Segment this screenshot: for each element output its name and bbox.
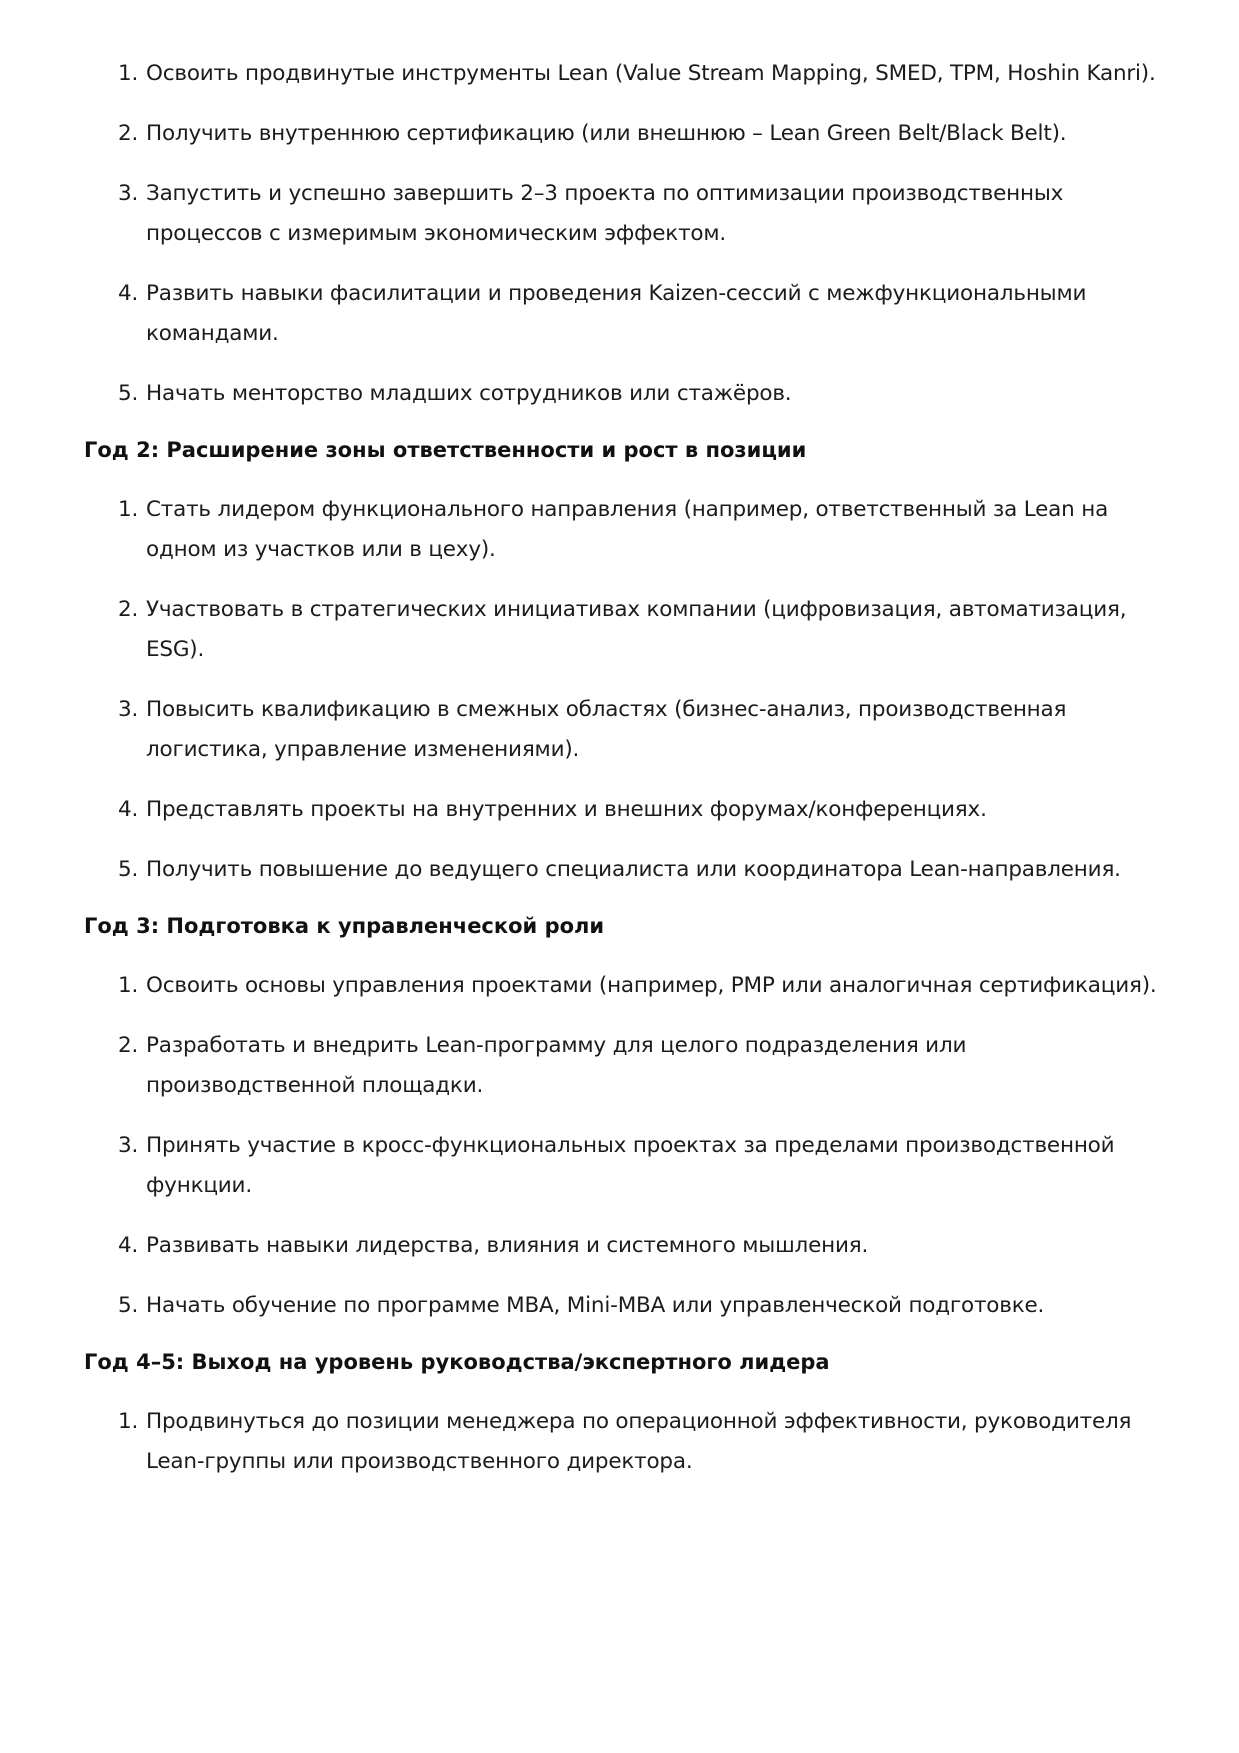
year1-goal-list (0, 54, 1239, 414)
list-item (0, 114, 1239, 154)
list-item-text: Начать менторство младших сотрудников или стажёров. (146, 381, 792, 406)
list-number: 2. (118, 597, 139, 622)
section-heading-year4-5: Год 4–5: Выход на уровень руководства/экспертного лидера (84, 1350, 830, 1374)
list-item (0, 690, 1239, 770)
list-number: 3. (118, 697, 139, 722)
list-number: 3. (118, 1133, 139, 1158)
list-number: 4. (118, 281, 139, 306)
list-item (0, 1226, 1239, 1266)
list-item-text: Освоить продвинутые инструменты Lean (Value Stream Mapping, SMED, TPM, Hoshin Kanri). (146, 61, 1156, 86)
list-item (0, 1402, 1239, 1482)
list-item-text: Начать обучение по программе MBA, Mini-MBA или управленческой подготовке. (146, 1293, 1045, 1318)
list-item-text: Запустить и успешно завершить 2–3 проекта по оптимизации производственных процессов с измеримым экономическим эффектом. (146, 181, 1064, 246)
list-item (0, 1026, 1239, 1106)
list-item-text: Принять участие в кросс-функциональных проектах за пределами производственной функции. (146, 1133, 1115, 1198)
list-item-text: Стать лидером функционального направления (например, ответственный за Lean на одном из участков или в цеху). (146, 497, 1109, 562)
list-number: 1. (118, 1409, 139, 1434)
year2-goal-list (0, 490, 1239, 890)
list-number: 4. (118, 1233, 139, 1258)
section-heading-year2: Год 2: Расширение зоны ответственности и рост в позиции (84, 438, 807, 462)
list-number: 2. (118, 1033, 139, 1058)
list-number: 1. (118, 497, 139, 522)
section-heading-year3: Год 3: Подготовка к управленческой роли (84, 914, 605, 938)
list-number: 1. (118, 973, 139, 998)
list-number: 5. (118, 381, 139, 406)
list-number: 1. (118, 61, 139, 86)
list-number: 5. (118, 857, 139, 882)
list-item (0, 54, 1239, 94)
list-item (0, 1126, 1239, 1206)
list-item-text: Разработать и внедрить Lean-программу для целого подразделения или производственной площадки. (146, 1033, 967, 1098)
year4-5-goal-list (0, 1402, 1239, 1482)
list-item (0, 1286, 1239, 1326)
list-item (0, 274, 1239, 354)
list-item-text: Участвовать в стратегических инициативах компании (цифровизация, автоматизация, ESG). (146, 597, 1127, 662)
list-number: 4. (118, 797, 139, 822)
list-number: 5. (118, 1293, 139, 1318)
list-item-text: Освоить основы управления проектами (например, PMP или аналогичная сертификация). (146, 973, 1157, 998)
list-item-text: Развить навыки фасилитации и проведения Kaizen-сессий с межфункциональными командами. (146, 281, 1087, 346)
list-item (0, 174, 1239, 254)
list-item (0, 966, 1239, 1006)
list-item-text: Продвинуться до позиции менеджера по операционной эффективности, руководителя Lean-группы или производственного директора. (146, 1409, 1132, 1474)
list-item-text: Представлять проекты на внутренних и внешних форумах/конференциях. (146, 797, 987, 822)
list-item-text: Получить повышение до ведущего специалиста или координатора Lean-направления. (146, 857, 1121, 882)
list-item (0, 790, 1239, 830)
list-item (0, 490, 1239, 570)
list-item (0, 590, 1239, 670)
list-item (0, 850, 1239, 890)
year3-goal-list (0, 966, 1239, 1326)
list-item-text: Получить внутреннюю сертификацию (или внешнюю – Lean Green Belt/Black Belt). (146, 121, 1067, 146)
list-number: 3. (118, 181, 139, 206)
list-item (0, 374, 1239, 414)
list-item-text: Повысить квалификацию в смежных областях (бизнес-анализ, производственная логистика, управление изменениями). (146, 697, 1067, 762)
list-number: 2. (118, 121, 139, 146)
list-item-text: Развивать навыки лидерства, влияния и системного мышления. (146, 1233, 869, 1258)
